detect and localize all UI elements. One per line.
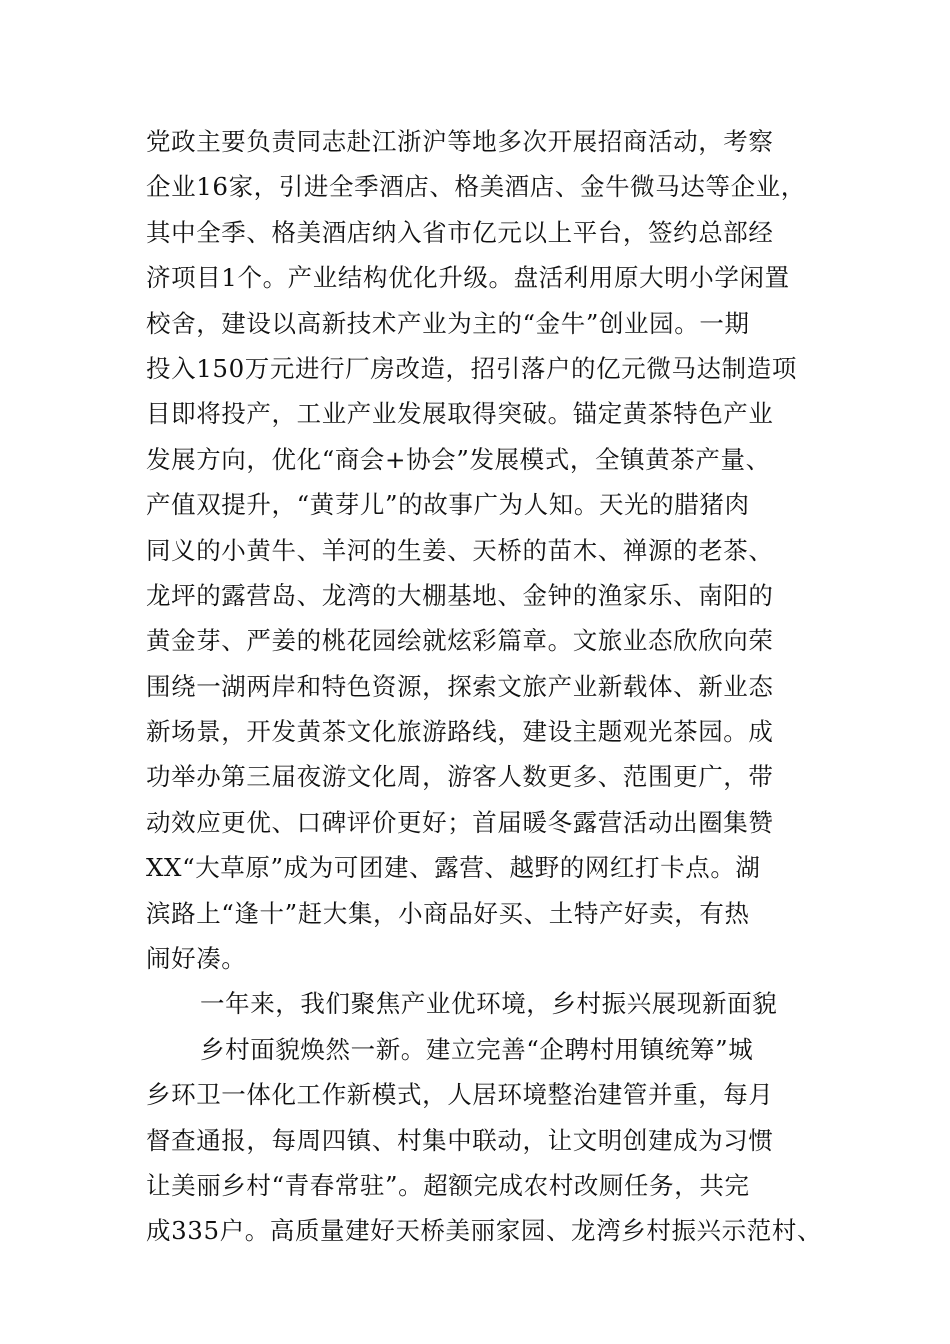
document-body bbox=[146, 119, 826, 1254]
text-line: 校舍，建设以高新技术产业为主的“金牛”创业园。一期 bbox=[146, 308, 750, 338]
text-line: 一年来，我们聚焦产业优环境，乡村振兴展现新面貌 bbox=[200, 989, 778, 1019]
text-line: 滨路上“逢十”赶大集，小商品好买、土特产好卖，有热 bbox=[146, 898, 750, 928]
section-heading-rural-revitalization bbox=[146, 981, 826, 1026]
text-line: 龙坪的露营岛、龙湾的大棚基地、金钟的渔家乐、南阳的 bbox=[146, 580, 774, 610]
text-line: 围绕一湖两岸和特色资源，探索文旅产业新载体、新业态 bbox=[146, 671, 774, 701]
text-line: 闹好凑。 bbox=[146, 944, 247, 974]
text-line: 新场景，开发黄茶文化旅游路线，建设主题观光茶园。成 bbox=[146, 717, 774, 747]
text-line: 督查通报，每周四镇、村集中联动，让文明创建成为习惯 bbox=[146, 1125, 774, 1155]
paragraph-rural-appearance bbox=[146, 1027, 826, 1254]
text-line: 目即将投产，工业产业发展取得突破。锚定黄茶特色产业 bbox=[146, 399, 774, 429]
text-line: 发展方向，优化“商会+协会”发展模式，全镇黄茶产量、 bbox=[146, 444, 771, 474]
text-line: 乡村面貌焕然一新。建立完善“企聘村用镇统筹”城 bbox=[200, 1034, 754, 1064]
text-line: 党政主要负责同志赴江浙沪等地多次开展招商活动，考察 bbox=[146, 127, 774, 156]
text-line: 黄金芽、严姜的桃花园绘就炫彩篇章。文旅业态欣欣向荣 bbox=[146, 626, 774, 656]
text-line: 投入150万元进行厂房改造，招引落户的亿元微马达制造项 bbox=[146, 353, 797, 383]
text-line: XX“大草原”成为可团建、露营、越野的网红打卡点。湖 bbox=[146, 853, 761, 883]
paragraph-industry-development bbox=[146, 119, 826, 981]
text-line: 功举办第三届夜游文化周，游客人数更多、范围更广，带 bbox=[146, 762, 774, 792]
text-line: 其中全季、格美酒店纳入省市亿元以上平台，签约总部经 bbox=[146, 217, 774, 247]
text-line: 成335户。高质量建好天桥美丽家园、龙湾乡村振兴示范村、 bbox=[146, 1216, 823, 1246]
text-line: 让美丽乡村“青春常驻”。超额完成农村改厕任务，共完 bbox=[146, 1170, 750, 1200]
text-line: 动效应更优、口碑评价更好；首届暖冬露营活动出圈集赞 bbox=[146, 807, 774, 837]
text-line: 乡环卫一体化工作新模式，人居环境整治建管并重，每月 bbox=[146, 1080, 774, 1110]
text-line: 同义的小黄牛、羊河的生姜、天桥的苗木、禅源的老茶、 bbox=[146, 535, 774, 565]
text-line: 产值双提升，“黄芽儿”的故事广为人知。天光的腊猪肉 bbox=[146, 490, 750, 520]
text-line: 济项目1个。产业结构优化升级。盘活利用原大明小学闲置 bbox=[146, 263, 790, 293]
text-line: 企业16家，引进全季酒店、格美酒店、金牛微马达等企业， bbox=[146, 172, 806, 202]
